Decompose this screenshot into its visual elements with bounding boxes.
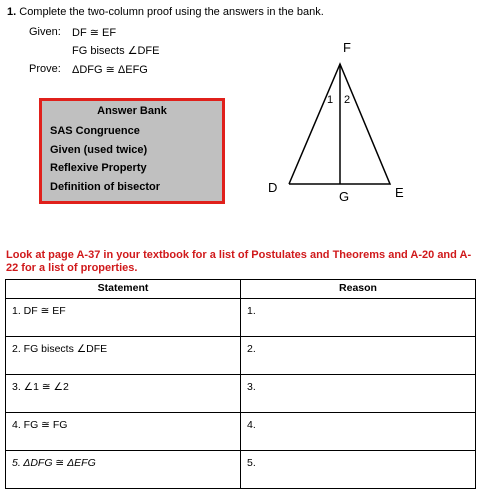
question-number: 1. [7,6,17,18]
statement-cell: 2. FG bisects ∠DFE [6,337,241,375]
given-label: Given: [29,26,61,38]
statement-cell: 1. DF ≅ EF [6,299,241,337]
point-label-g: G [339,189,350,204]
angle-label-1: 1 [327,94,334,106]
question-text: Complete the two-column proof using the answers in the bank. [19,6,324,18]
given-line-2: FG bisects ∠DFE [72,45,160,57]
statement-cell: 5. ΔDFG ≅ ΔEFG [6,451,241,489]
prove-statement: ΔDFG ≅ ΔEFG [72,64,148,76]
reason-cell[interactable]: 1. [241,299,476,337]
question-line [7,6,324,18]
table-row [6,375,476,413]
angle-label-2: 2 [344,94,351,106]
answer-bank-item: Reflexive Property [50,162,147,174]
proof-table [5,279,476,489]
table-row [6,413,476,451]
statement-header: Statement [6,280,241,299]
vertex-label-e: E [395,185,404,200]
prove-label: Prove: [29,63,61,75]
answer-bank [39,98,225,204]
table-row [6,337,476,375]
statement-cell: 3. ∠1 ≅ ∠2 [6,375,241,413]
vertex-label-d: D [268,180,278,195]
textbook-note: Look at page A-37 in your textbook for a list of Postulates and Theorems and A-20 and A-22 for a list of properties. [6,249,472,274]
table-header-row [6,280,476,299]
reason-cell[interactable]: 4. [241,413,476,451]
table-row [6,451,476,489]
vertex-label-f: F [343,40,351,55]
reason-header: Reason [241,280,476,299]
given-line-1: DF ≅ EF [72,27,117,39]
reason-cell[interactable]: 2. [241,337,476,375]
answer-bank-title: Answer Bank [97,105,167,117]
reason-cell[interactable]: 5. [241,451,476,489]
answer-bank-item: SAS Congruence [50,125,140,137]
statement-cell: 4. FG ≅ FG [6,413,241,451]
reason-cell[interactable]: 3. [241,375,476,413]
triangle-figure [250,35,420,210]
answer-bank-item: Given (used twice) [50,144,148,156]
table-row [6,299,476,337]
answer-bank-item: Definition of bisector [50,181,160,193]
